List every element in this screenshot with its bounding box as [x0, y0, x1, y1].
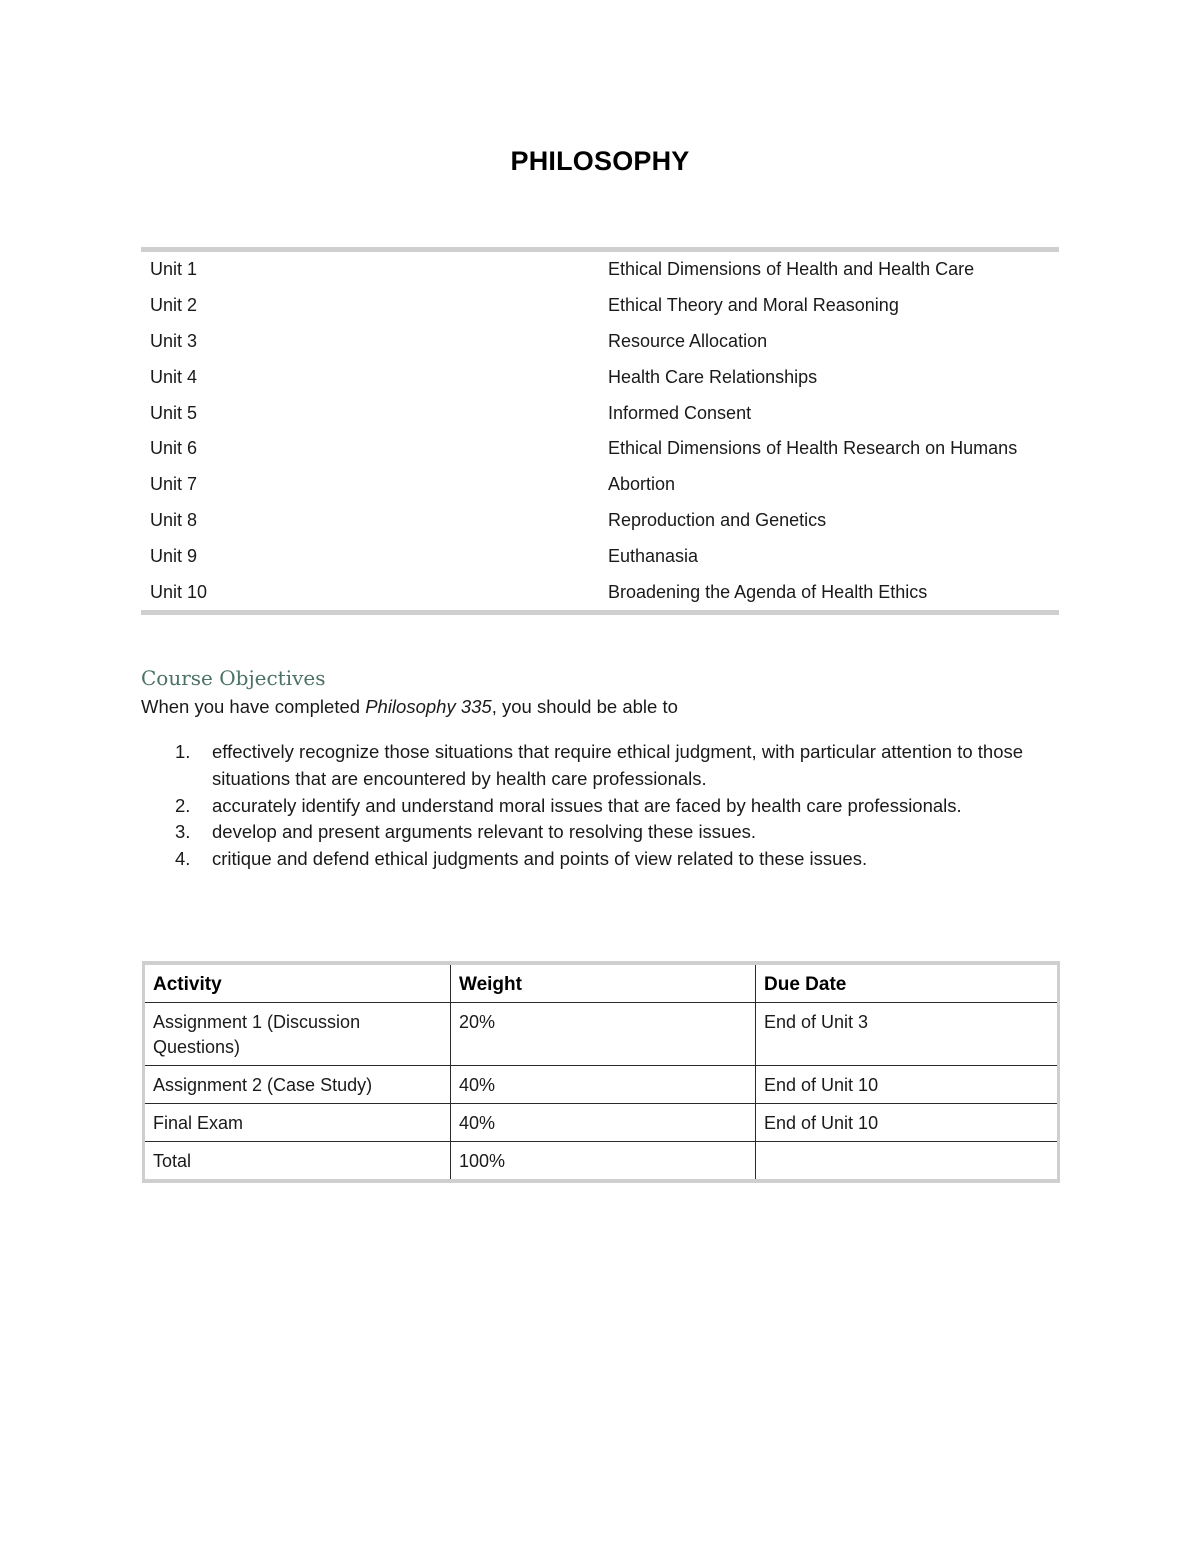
unit-topic: Euthanasia — [608, 545, 699, 566]
table-row — [141, 431, 1059, 467]
list-item-text: critique and defend ethical judgments and points of view related to these issues. — [212, 848, 868, 870]
column-header-activity: Activity — [144, 963, 451, 1003]
activity-cell: Total — [144, 1142, 451, 1182]
weight-cell: 100% — [451, 1142, 756, 1182]
unit-label: Unit 5 — [150, 402, 198, 423]
unit-label: Unit 7 — [150, 474, 198, 495]
list-item-text: accurately identify and understand moral issues that are faced by health care professionals. — [212, 794, 962, 816]
list-number: 2. — [175, 794, 191, 816]
unit-topic: Reproduction and Genetics — [608, 509, 827, 530]
list-item — [141, 793, 1041, 820]
unit-topic: Ethical Theory and Moral Reasoning — [608, 295, 899, 316]
unit-label: Unit 6 — [150, 438, 198, 459]
table-row — [144, 1142, 1059, 1182]
unit-label: Unit 2 — [150, 295, 198, 316]
unit-topic: Ethical Dimensions of Health Research on Humans — [608, 438, 1018, 459]
unit-topic: Broadening the Agenda of Health Ethics — [608, 581, 928, 602]
unit-topic: Abortion — [608, 474, 676, 495]
table-row — [144, 1003, 1059, 1066]
units-table — [141, 247, 1059, 615]
unit-label: Unit 4 — [150, 366, 198, 387]
due-date-cell: End of Unit 10 — [756, 1066, 1059, 1104]
unit-label: Unit 10 — [150, 581, 208, 602]
unit-label: Unit 8 — [150, 509, 198, 530]
table-row — [141, 359, 1059, 395]
grading-table — [142, 961, 1060, 1183]
table-row — [141, 250, 1059, 288]
list-number: 4. — [175, 848, 191, 870]
intro-text-after: , you should be able to — [491, 696, 678, 717]
weight-cell: 40% — [451, 1104, 756, 1142]
activity-cell: Assignment 2 (Case Study) — [144, 1066, 451, 1104]
table-row — [141, 574, 1059, 612]
weight-cell: 20% — [451, 1003, 756, 1066]
due-date-cell — [756, 1142, 1059, 1182]
table-row — [141, 395, 1059, 431]
unit-topic: Resource Allocation — [608, 330, 768, 351]
activity-cell: Assignment 1 (Discussion Questions) — [144, 1003, 451, 1066]
intro-text-before: When you have completed — [141, 696, 366, 717]
table-header-row — [144, 963, 1059, 1003]
due-date-cell: End of Unit 10 — [756, 1104, 1059, 1142]
list-item — [141, 846, 1041, 873]
unit-topic: Informed Consent — [608, 402, 752, 423]
list-item — [141, 819, 1041, 846]
table-row — [141, 324, 1059, 360]
list-item-text: effectively recognize those situations that require ethical judgment, with particular attention to those situations that are encountered by health care professionals. — [212, 741, 1024, 789]
unit-topic: Ethical Dimensions of Health and Health Care — [608, 259, 975, 280]
list-number: 1. — [175, 741, 191, 762]
unit-label: Unit 9 — [150, 545, 198, 566]
table-row — [141, 538, 1059, 574]
list-item — [141, 739, 1041, 793]
due-date-cell: End of Unit 3 — [756, 1003, 1059, 1066]
unit-label: Unit 3 — [150, 330, 198, 351]
table-row — [141, 467, 1059, 503]
list-item-text: develop and present arguments relevant to resolving these issues. — [212, 821, 757, 843]
table-row — [141, 503, 1059, 539]
list-number: 3. — [175, 821, 191, 843]
table-row — [144, 1066, 1059, 1104]
activity-cell: Final Exam — [144, 1104, 451, 1142]
objectives-list — [141, 739, 1041, 873]
course-name: Philosophy 335 — [365, 696, 492, 717]
weight-cell: 40% — [451, 1066, 756, 1104]
table-row — [141, 288, 1059, 324]
table-row — [144, 1104, 1059, 1142]
column-header-due-date: Due Date — [756, 963, 1059, 1003]
unit-topic: Health Care Relationships — [608, 366, 818, 387]
objectives-heading: Course Objectives — [141, 666, 326, 690]
objectives-intro — [141, 696, 678, 718]
column-header-weight: Weight — [451, 963, 756, 1003]
unit-label: Unit 1 — [150, 259, 198, 280]
page-title: PHILOSOPHY — [510, 146, 690, 176]
